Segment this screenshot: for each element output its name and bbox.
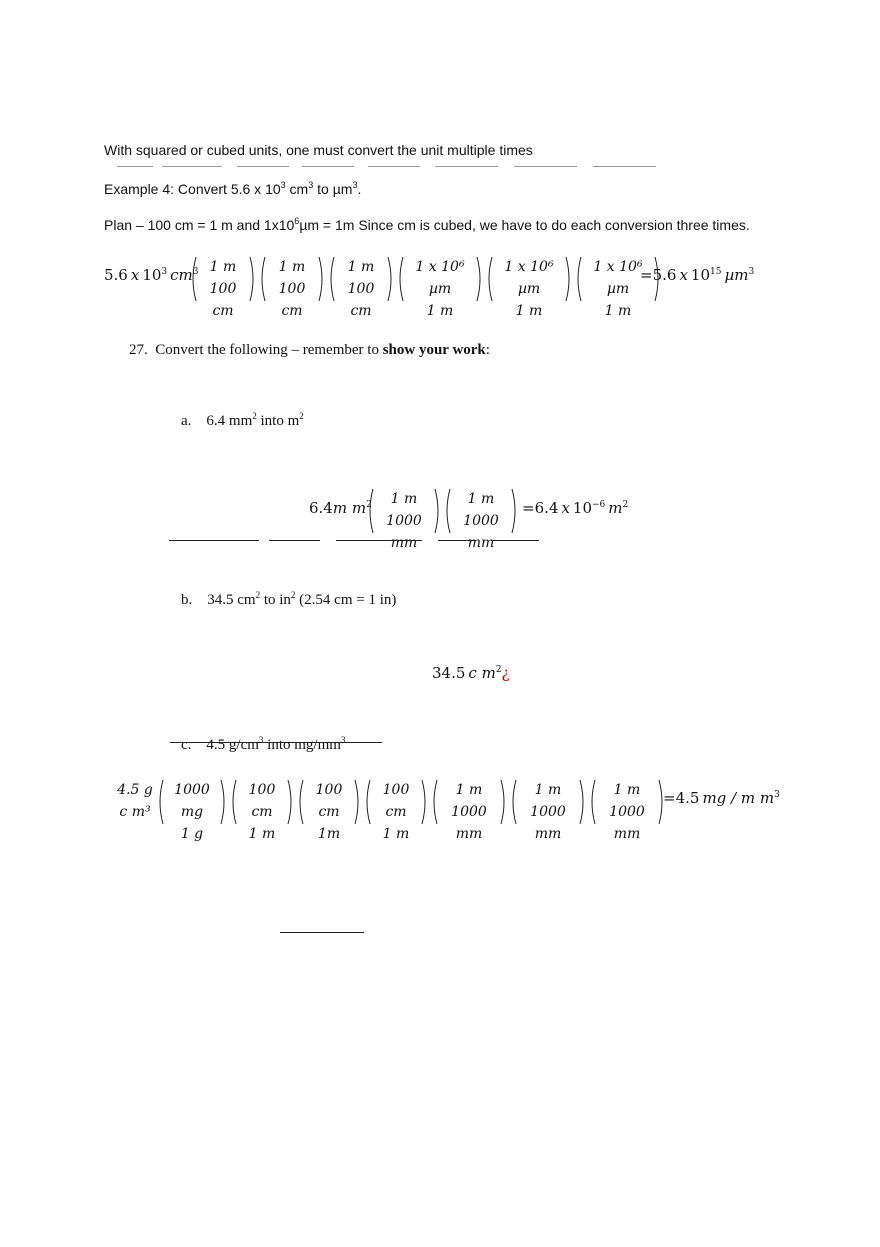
fraction-numerator: 1 x 10⁶ µm <box>504 259 554 297</box>
conversion-fraction <box>517 779 579 845</box>
right-paren <box>579 779 587 823</box>
part-a-prompt: a. 6.4 $mm^2$ into $m^2$ <box>181 411 304 429</box>
fraction-numerator: 100 cm <box>382 782 410 820</box>
left-paren <box>296 779 304 823</box>
conversion-fraction <box>335 256 387 322</box>
left-paren <box>443 488 451 532</box>
conversion-fraction <box>266 256 318 322</box>
conversion-fraction <box>304 779 354 845</box>
right-paren <box>421 779 429 823</box>
fraction-denominator: 1000 mm <box>530 804 566 842</box>
right-paren <box>354 779 362 823</box>
intro-text: With squared or cubed units, one must convert the unit multiple times <box>104 142 533 158</box>
right-paren <box>387 256 395 300</box>
fraction-denominator: 1 m <box>248 826 276 842</box>
right-paren <box>500 779 508 823</box>
fraction-denominator: 1 m <box>426 303 454 319</box>
fraction-numerator: 1 m <box>534 782 562 798</box>
fraction-denominator: 1 m <box>604 303 632 319</box>
right-paren <box>476 256 484 300</box>
left-paren <box>363 779 371 823</box>
left-paren <box>509 779 517 823</box>
conversion-fraction <box>404 256 476 322</box>
example-heading: Example 4: Convert 5.6 x $10^3$ $cm^3$ to µm$^3$. <box>104 180 362 197</box>
part-c-result: =4.5 mg / m $m^3$ <box>663 789 780 807</box>
answer-line <box>491 540 539 541</box>
left-paren <box>366 488 374 532</box>
conversion-fraction <box>493 256 565 322</box>
eq1-result: =5.6 x $10^{15}$ µm$^3$ <box>640 266 755 284</box>
part-c-lead-fraction: 4.5 g c m³ <box>117 782 153 820</box>
part-b-prompt: b. 34.5 $cm^2$ to $in^2$ (2.54 cm = 1 in) <box>181 590 397 608</box>
fraction-denominator: 1 g <box>180 826 204 842</box>
fraction-numerator: 1000 mg <box>174 782 210 820</box>
conversion-fraction <box>374 488 434 554</box>
blank-line <box>514 166 577 167</box>
part-a-result: =6.4 x $10^{-6}$ $m^2$ <box>522 499 629 517</box>
answer-line <box>269 540 320 541</box>
question-27: 27. Convert the following – remember to show your work: <box>129 342 490 358</box>
blank-line <box>237 166 289 167</box>
answer-line <box>169 540 259 541</box>
fraction-numerator: 100 cm <box>248 782 276 820</box>
conversion-fraction <box>164 779 220 845</box>
conversion-fraction <box>237 779 287 845</box>
conversion-fraction <box>596 779 658 845</box>
right-paren <box>565 256 573 300</box>
blank-line <box>117 166 153 167</box>
strikethrough-line <box>170 742 382 743</box>
fraction-numerator: 1 m <box>390 491 418 507</box>
fraction-denominator: 1m <box>317 826 341 842</box>
left-paren <box>588 779 596 823</box>
fraction-denominator: 1000 mm <box>451 804 487 842</box>
right-paren <box>287 779 295 823</box>
answer-line <box>336 540 422 541</box>
right-paren <box>434 488 442 532</box>
fraction-denominator: 100 cm <box>347 281 375 319</box>
blank-line <box>302 166 354 167</box>
fraction-denominator: 1 m <box>382 826 410 842</box>
left-paren <box>156 779 164 823</box>
fraction-denominator: 100 cm <box>209 281 237 319</box>
fraction-numerator: 1 m <box>209 259 237 275</box>
part-b-expression: 34.5 c $m^2¿$ <box>432 664 510 682</box>
right-paren <box>249 256 257 300</box>
fraction-denominator: 1 m <box>515 303 543 319</box>
fraction-numerator: 1 m <box>613 782 641 798</box>
left-paren <box>189 256 197 300</box>
conversion-fraction <box>371 779 421 845</box>
fraction-denominator: 1000 mm <box>463 513 499 551</box>
left-paren <box>258 256 266 300</box>
conversion-fraction <box>197 256 249 322</box>
left-paren <box>327 256 335 300</box>
fraction-numerator: 1 m <box>347 259 375 275</box>
fraction-numerator: 1 m <box>455 782 483 798</box>
blank-line <box>368 166 420 167</box>
conversion-fraction <box>438 779 500 845</box>
left-paren <box>396 256 404 300</box>
blank-line <box>435 166 498 167</box>
left-paren <box>229 779 237 823</box>
fraction-numerator: 1 m <box>467 491 495 507</box>
answer-line <box>438 540 476 541</box>
blank-line <box>593 166 656 167</box>
answer-line <box>280 932 364 933</box>
plan-text: Plan – 100 cm = 1 m and $1x10^6\mu m = 1m$ Since cm is cubed, we have to do each conversion three times. <box>104 216 750 233</box>
fraction-numerator: 1 m <box>278 259 306 275</box>
right-paren <box>511 488 519 532</box>
fraction-denominator: 100 cm <box>278 281 306 319</box>
fraction-numerator: 100 cm <box>315 782 343 820</box>
conversion-fraction <box>451 488 511 554</box>
eq1-lead: 5.6 x $10^3$ $cm^3$ <box>104 266 199 284</box>
part-a-lead: 6.4m $m^2$ <box>309 499 372 517</box>
right-paren <box>318 256 326 300</box>
fraction-numerator: 1 x 10⁶ µm <box>593 259 643 297</box>
left-paren <box>485 256 493 300</box>
blank-line <box>162 166 222 167</box>
right-paren <box>220 779 228 823</box>
inverted-question-glyph: ¿ <box>501 664 510 682</box>
part-c-prompt: c. 4.5 $g/cm^3$ into $mg/mm^3$ <box>181 735 346 753</box>
fraction-numerator: 1 x 10⁶ µm <box>415 259 465 297</box>
left-paren <box>574 256 582 300</box>
fraction-denominator: 1000 mm <box>386 513 422 551</box>
fraction-denominator: 1000 mm <box>609 804 645 842</box>
left-paren <box>430 779 438 823</box>
